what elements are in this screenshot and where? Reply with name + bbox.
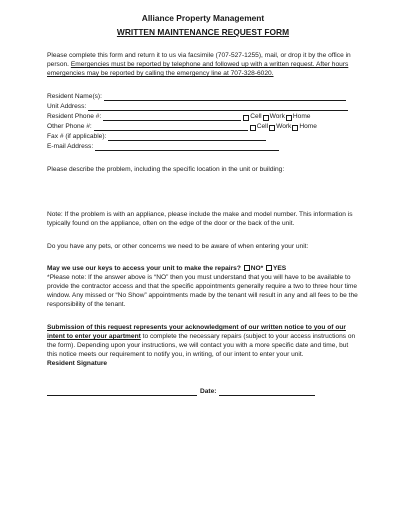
- other-phone-home-checkbox[interactable]: [292, 125, 298, 131]
- resident-phone-work-checkbox[interactable]: [263, 115, 269, 121]
- other-phone-work-checkbox[interactable]: [269, 125, 275, 131]
- date-field[interactable]: [219, 388, 315, 396]
- organization-name: Alliance Property Management: [141, 13, 265, 23]
- appliance-note: Note: If the problem is with an appliance, please include the make and model number. This information is typically found on the appliance, often on the edge of the door or the back of the unit.: [47, 211, 353, 227]
- key-access-no-checkbox[interactable]: [244, 265, 250, 271]
- key-access-yes-checkbox[interactable]: [266, 265, 272, 271]
- other-phone-row: [47, 121, 359, 131]
- intro-text: Please complete this form and return it to us via facsimile (707-527-1255), mail, or drop it by the office in person.: [47, 52, 351, 68]
- resident-phone-field[interactable]: [103, 113, 241, 121]
- resident-names-label: Resident Name(s):: [47, 93, 102, 100]
- emergency-notice: Emergencies must be reported by telephone and followed up with a written request. After hours emergencies may be reported by calling the emergency line at 707-328-6020.: [47, 61, 349, 77]
- fax-label: Fax # (if applicable):: [47, 133, 107, 140]
- other-phone-cell-checkbox[interactable]: [250, 125, 256, 131]
- key-access-yes-label: YES: [273, 265, 287, 272]
- signature-field[interactable]: [47, 388, 197, 396]
- unit-address-row: [47, 101, 359, 111]
- resident-phone-label: Resident Phone #:: [47, 113, 102, 120]
- acknowledgement-paragraph: [47, 323, 359, 359]
- key-access-label: May we use our keys to access your unit to make the repairs?: [47, 265, 241, 272]
- email-field[interactable]: [95, 143, 279, 151]
- option-home-label: Home: [292, 113, 311, 120]
- resident-signature-label: Resident Signature: [47, 360, 108, 367]
- key-access-no-label: NO*: [250, 265, 264, 272]
- pets-prompt: Do you have any pets, or other concerns we need to be aware of when entering your unit:: [47, 243, 309, 250]
- unit-address-label: Unit Address:: [47, 103, 87, 110]
- option-home-label: Home: [299, 123, 317, 130]
- intro-paragraph: [47, 51, 359, 78]
- email-row: [47, 141, 359, 151]
- option-work-label: Work: [276, 123, 292, 130]
- resident-phone-cell-checkbox[interactable]: [243, 115, 249, 121]
- option-cell-label: Cell: [250, 113, 262, 120]
- resident-names-field[interactable]: [104, 93, 346, 101]
- other-phone-field[interactable]: [94, 123, 248, 131]
- acknowledgement-bold: Submission of this request represents your acknowledgment of our written notice to you of our intent to enter your apartment: [47, 324, 346, 340]
- unit-address-field[interactable]: [88, 103, 348, 111]
- key-access-question: [47, 264, 359, 273]
- signature-row: [47, 387, 359, 396]
- date-label: Date:: [200, 388, 217, 395]
- other-phone-label: Other Phone #:: [47, 123, 92, 130]
- fax-field[interactable]: [108, 133, 266, 141]
- email-label: E-mail Address:: [47, 143, 94, 150]
- form-title: WRITTEN MAINTENANCE REQUEST FORM: [116, 27, 290, 37]
- resident-names-row: [47, 91, 359, 101]
- resident-phone-type: [242, 112, 310, 121]
- other-phone-type: [249, 122, 317, 131]
- contact-fields: [47, 91, 359, 151]
- maintenance-request-form: [47, 13, 359, 396]
- resident-phone-home-checkbox[interactable]: [286, 115, 292, 121]
- key-access-note: *Please note: If the answer above is “NO” then you must understand that you will have to be available to provide the contractor access and that the specific appointments generally require a two to three hour time window. Any missed or “No Show” appointments made by the tenant will result in any and all fees to be the responsibility of the tenant.: [47, 274, 358, 308]
- option-cell-label: Cell: [256, 123, 269, 130]
- resident-phone-row: [47, 111, 359, 121]
- fax-row: [47, 131, 359, 141]
- describe-prompt: Please describe the problem, including the specific location in the unit or building:: [47, 166, 285, 173]
- acknowledgement-text: to complete the necessary repairs (subject to your access instructions on the form). Depending upon your instructions, we will contact you with a more specific date and time, but this notice meets our requirement to notify you, in writing, of our intent to enter your unit.: [47, 333, 356, 358]
- option-work-label: Work: [269, 113, 285, 120]
